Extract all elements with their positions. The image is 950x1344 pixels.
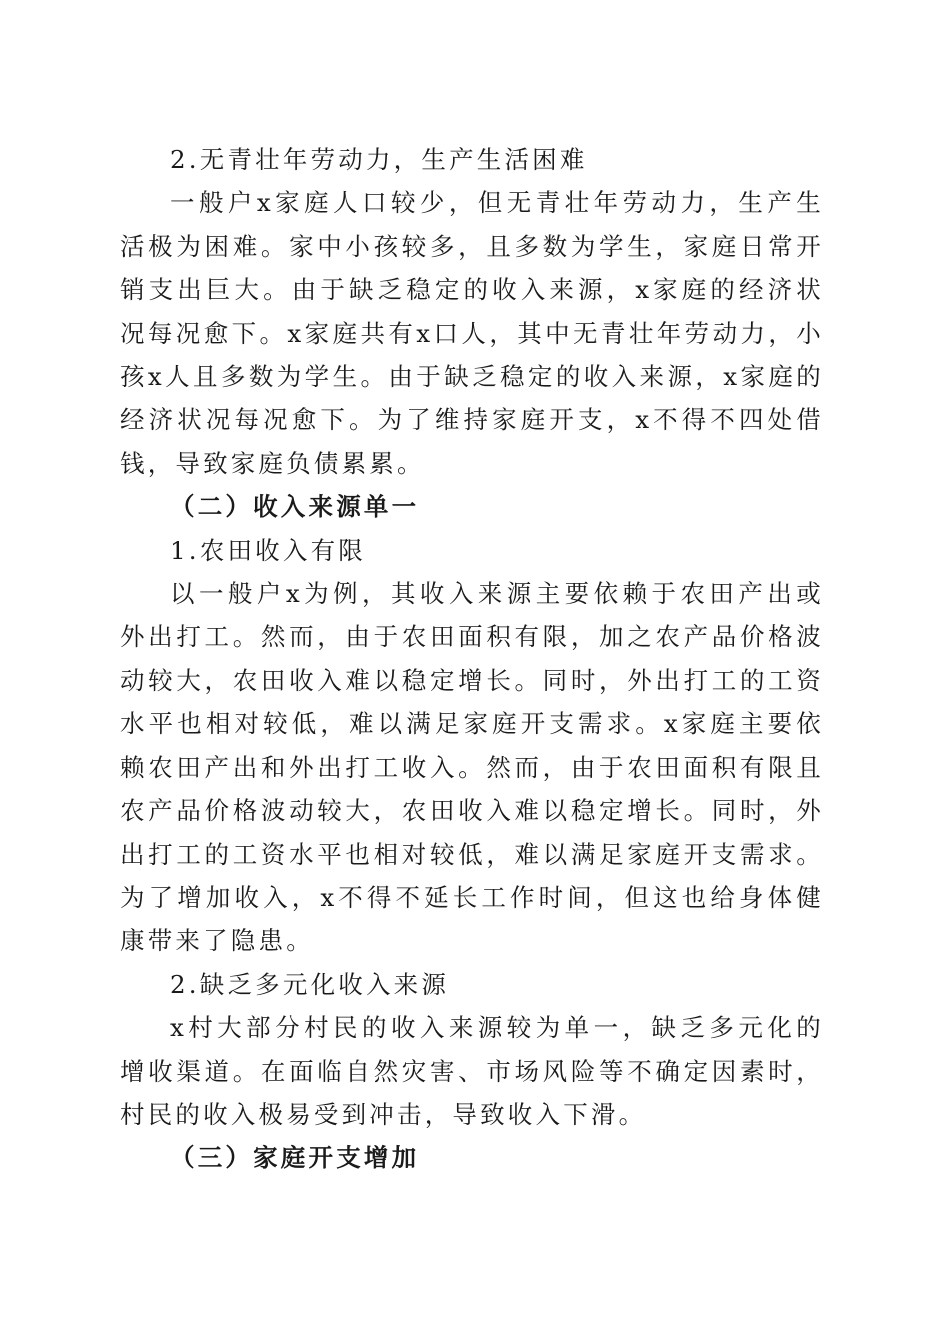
subheading-farm-income: 1.农田收入有限 (170, 535, 366, 565)
subheading-diversified-income: 2.缺乏多元化收入来源 (170, 969, 450, 999)
section-heading-household-expense: （三）家庭开支增加 (170, 1143, 420, 1173)
paragraph-diversified-income: x村大部分村民的收入来源较为单一，缺乏多元化的增收渠道。在面临自然灾害、市场风险等不确定因素时，村民的收入极易受到冲击，导致收入下滑。 (120, 1013, 824, 1129)
document-body (120, 138, 824, 1180)
paragraph-farm-income: 以一般户x为例，其收入来源主要依赖于农田产出或外出打工。然而，由于农田面积有限，加之农产品价格波动较大，农田收入难以稳定增长。同时，外出打工的工资水平也相对较低，难以满足家庭开支需求。x家庭主要依赖农田产出和外出打工收入。然而，由于农田面积有限且农产品价格波动较大，农田收入难以稳定增长。同时，外出打工的工资水平也相对较低，难以满足家庭开支需求。为了增加收入，x不得不延长工作时间，但这也给身体健康带来了隐患。 (120, 579, 824, 956)
section-heading-single-income: （二）收入来源单一 (170, 492, 420, 522)
subheading-no-labor: 2.无青壮年劳动力，生产生活困难 (170, 145, 588, 174)
paragraph-no-labor: 一般户x家庭人口较少，但无青壮年劳动力，生产生活极为困难。家中小孩较多，且多数为学生，家庭日常开销支出巨大。由于缺乏稳定的收入来源，x家庭的经济状况每况愈下。x家庭共有x口人，其中无青壮年劳动力，小孩x人且多数为学生。由于缺乏稳定的收入来源，x家庭的经济状况每况愈下。为了维持家庭开支，x不得不四处借钱，导致家庭负债累累。 (120, 188, 824, 478)
